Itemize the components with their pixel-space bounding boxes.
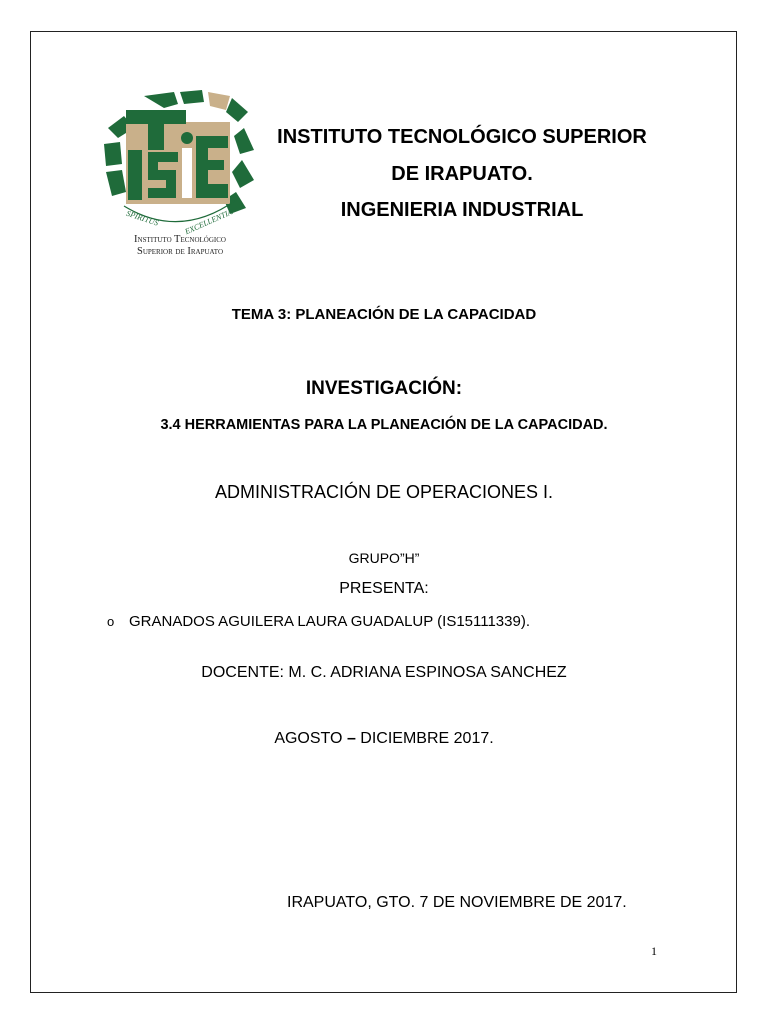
subject-name: ADMINISTRACIÓN DE OPERACIONES I. xyxy=(214,482,554,502)
research-subtitle: 3.4 HERRAMIENTAS PARA LA PLANEACIÓN DE LA CAPACIDAD. xyxy=(160,417,608,433)
institute-name-line2: DE IRAPUATO. xyxy=(391,163,533,185)
bullet-marker: o xyxy=(107,614,115,629)
teacher-line: DOCENTE: M. C. ADRIANA ESPINOSA SANCHEZ xyxy=(201,664,567,681)
student-name: GRANADOS AGUILERA LAURA GUADALUP (IS15111339). xyxy=(129,613,531,630)
institute-name-line1: INSTITUTO TECNOLÓGICO SUPERIOR xyxy=(277,126,647,148)
period-dash: – xyxy=(346,730,356,747)
presents-label: PRESENTA: xyxy=(339,580,429,597)
logo-caption xyxy=(104,234,256,258)
period-start: AGOSTO xyxy=(274,730,343,747)
period-end: DICIEMBRE 2017. xyxy=(360,730,494,747)
period-line xyxy=(0,730,768,748)
place-date-line: IRAPUATO, GTO. 7 DE NOVIEMBRE DE 2017. xyxy=(287,894,627,911)
logo-caption-line2: Superior de Irapuato xyxy=(136,246,224,257)
career-name: INGENIERIA INDUSTRIAL xyxy=(340,199,584,221)
student-list-item xyxy=(107,613,530,630)
logo-ring-word-1: SPIRITUS xyxy=(125,208,160,228)
topic-title: TEMA 3: PLANEACIÓN DE LA CAPACIDAD xyxy=(231,306,537,323)
page-number: 1 xyxy=(651,944,657,958)
research-heading: INVESTIGACIÓN: xyxy=(305,378,463,399)
logo-ring-word-2: EXCELLENTIA xyxy=(183,207,234,237)
group-label: GRUPO”H” xyxy=(348,550,420,566)
logo-caption-line1: Instituto Tecnológico xyxy=(134,234,226,245)
